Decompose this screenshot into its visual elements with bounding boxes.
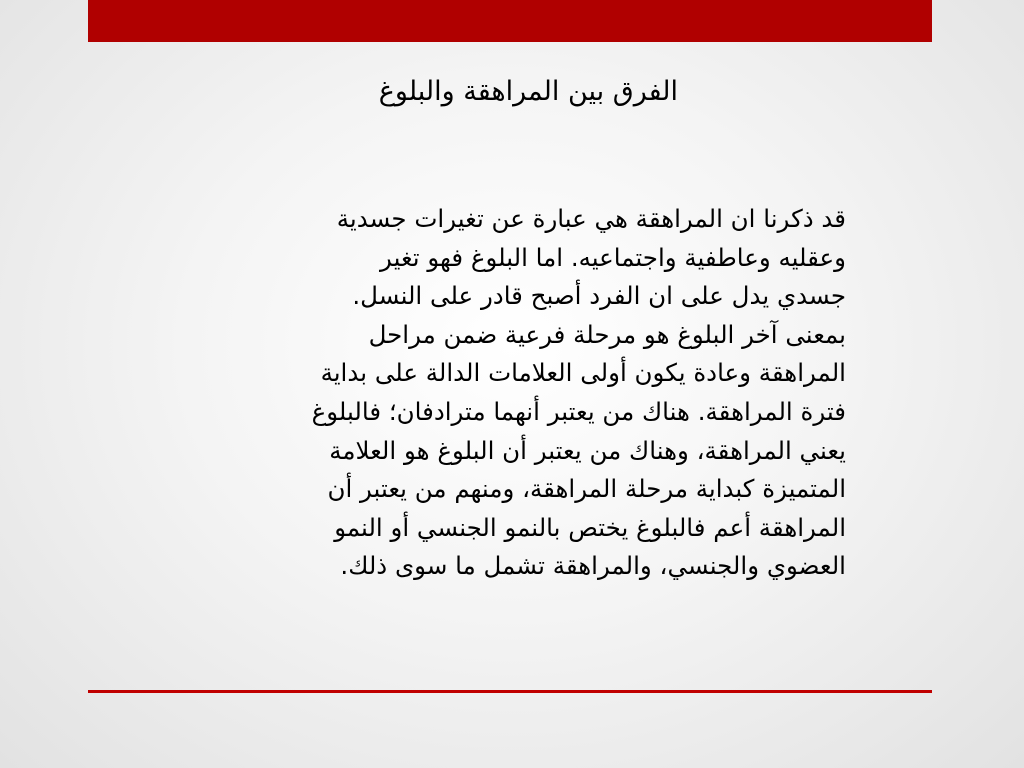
slide-body-text [118, 200, 846, 620]
footer-divider-line [88, 690, 932, 693]
body-line: المراهقة وعادة يكون أولى العلامات الدالة على بداية [320, 358, 846, 388]
slide-title: الفرق بين المراهقة والبلوغ [378, 76, 678, 107]
body-line: جسدي يدل على ان الفرد أصبح قادر على النسل. [352, 281, 846, 311]
header-accent-bar [88, 0, 932, 42]
body-line: يعني المراهقة، وهناك من يعتبر أن البلوغ هو العلامة [329, 435, 846, 465]
body-line: بمعنى آخر البلوغ هو مرحلة فرعية ضمن مراحل [368, 319, 846, 349]
body-line: المتميزة كبداية مرحلة المراهقة، ومنهم من يعتبر أن [327, 474, 846, 504]
body-line: العضوي والجنسي، والمراهقة تشمل ما سوى ذلك. [340, 551, 846, 581]
body-line: المراهقة أعم فالبلوغ يختص بالنمو الجنسي أو النمو [334, 512, 846, 542]
body-line: فترة المراهقة. هناك من يعتبر أنهما مترادفان؛ فالبلوغ [311, 396, 846, 426]
body-line: وعقليه وعاطفية واجتماعيه. اما البلوغ فهو تغير [380, 242, 846, 272]
body-line: قد ذكرنا ان المراهقة هي عبارة عن تغيرات جسدية [336, 204, 846, 233]
